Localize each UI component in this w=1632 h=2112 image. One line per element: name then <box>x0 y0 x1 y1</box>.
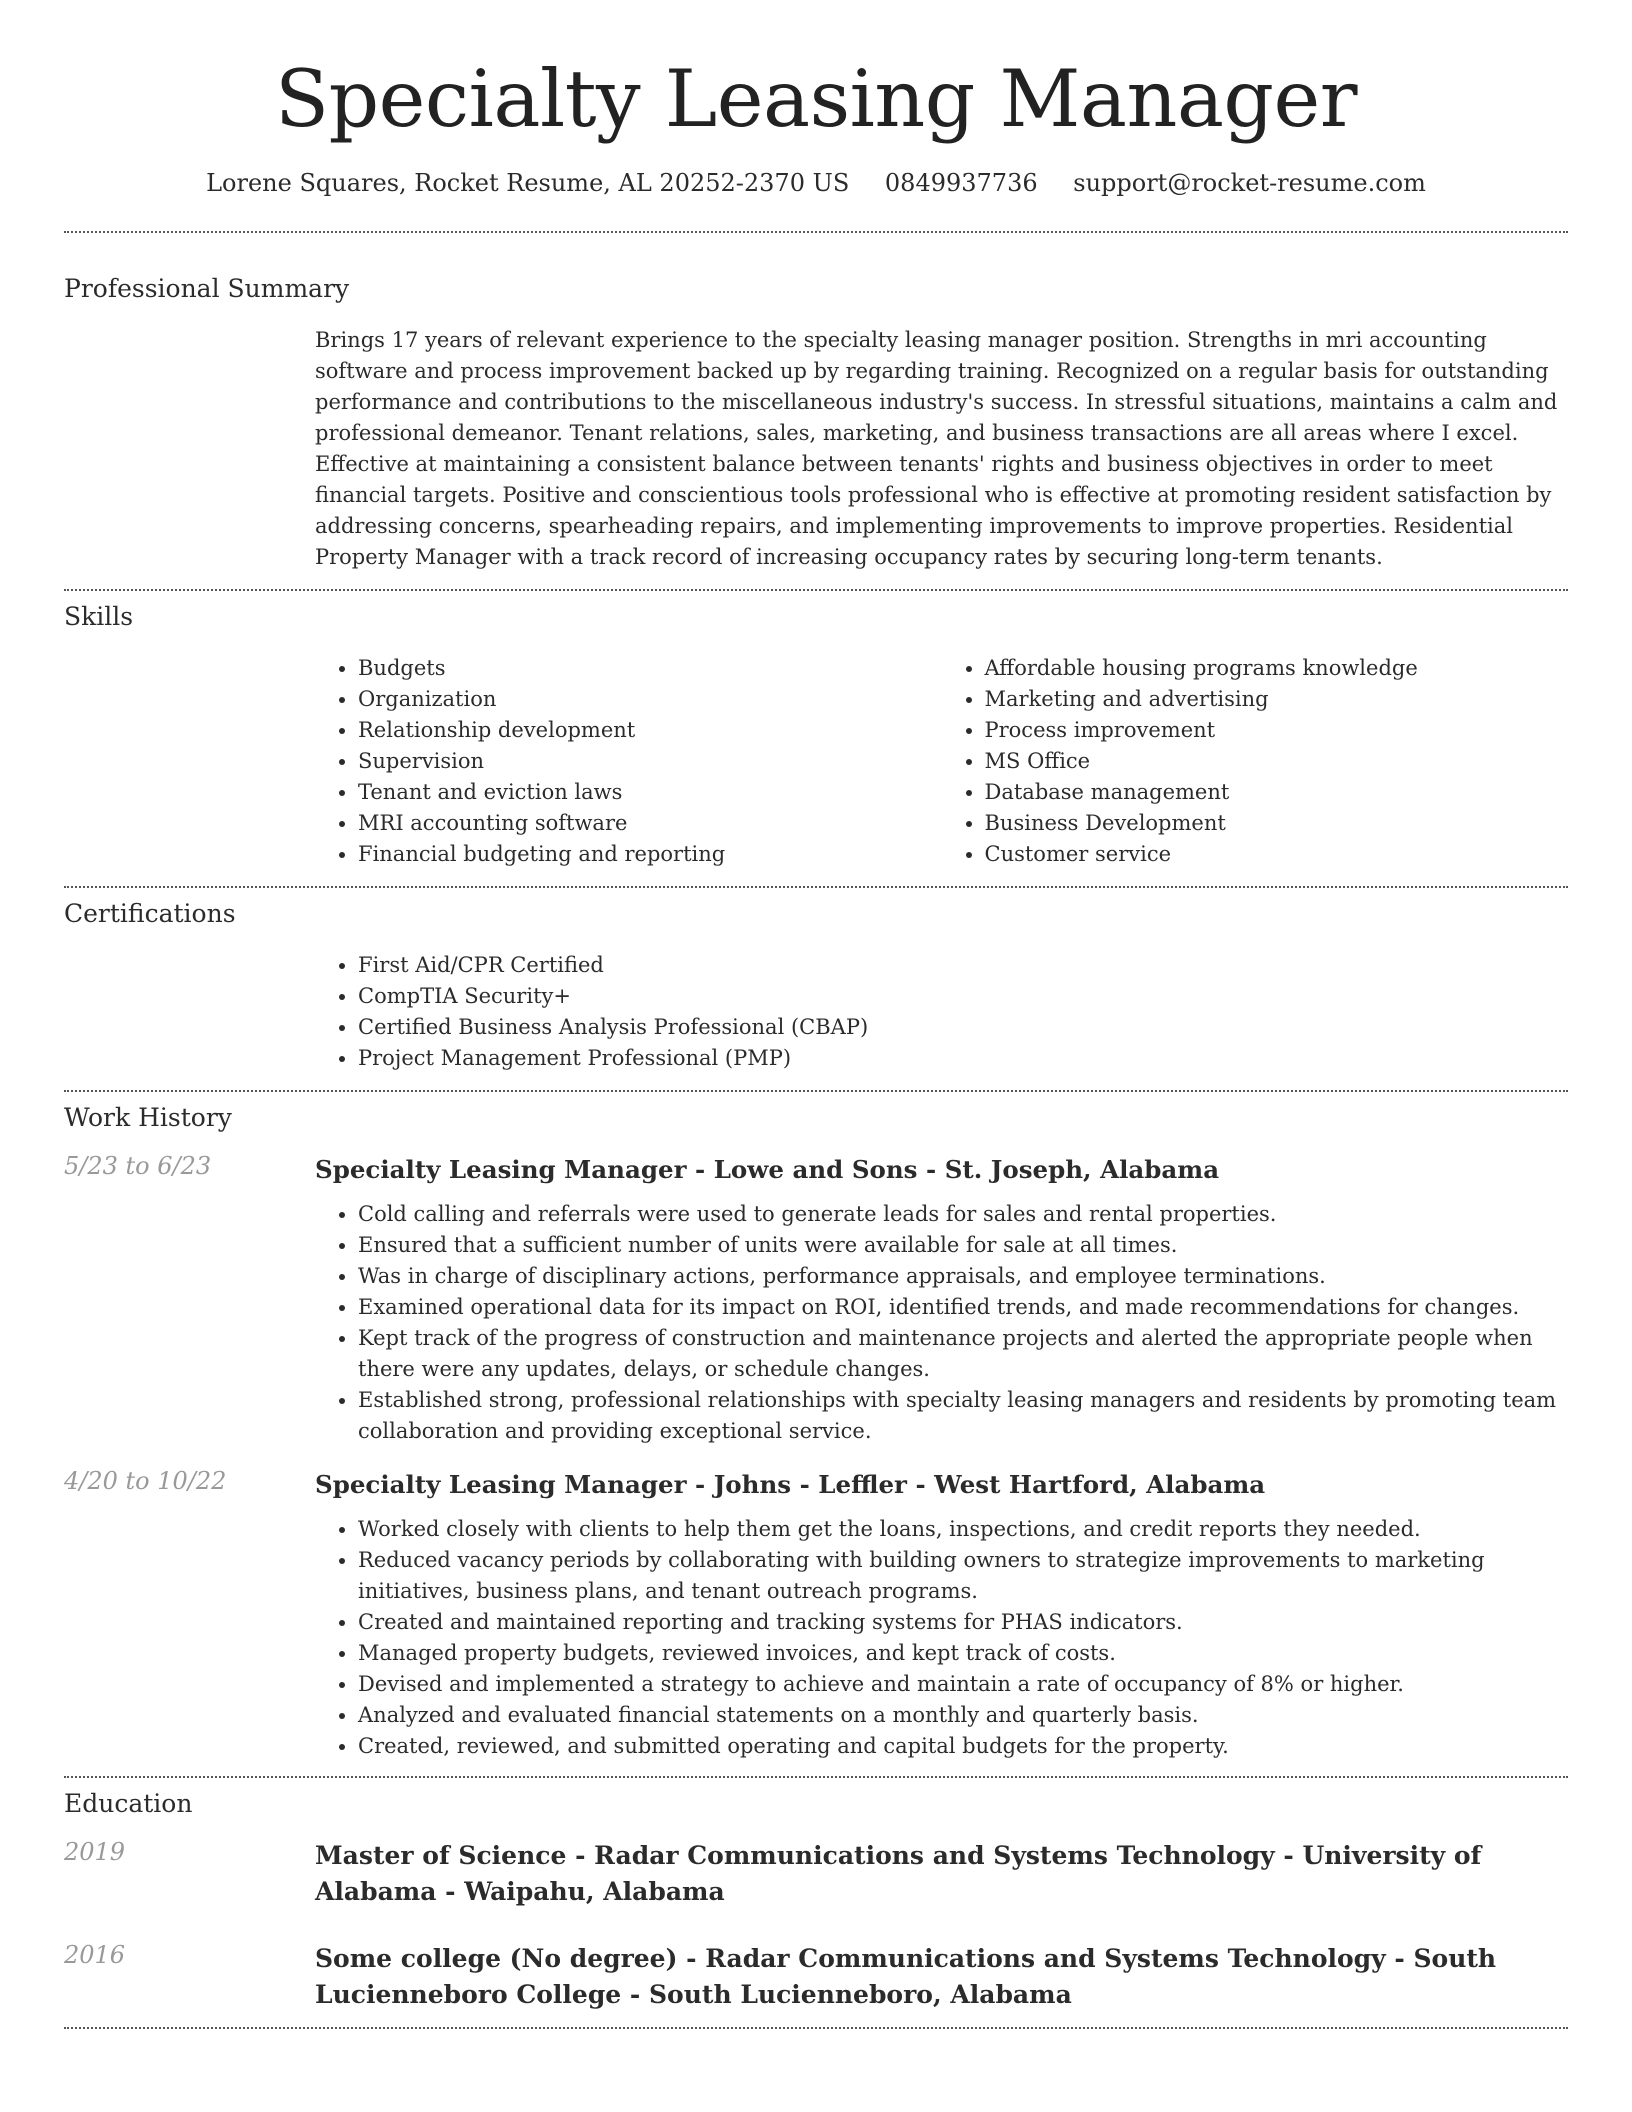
list-item: • Created and maintained reporting and tracking systems for PHAS indicators. <box>358 1607 1568 1638</box>
contact-email: support@rocket-resume.com <box>1073 169 1426 197</box>
job-title: Specialty Leasing Manager - Johns - Leffler - West Hartford, Alabama <box>315 1470 1266 1499</box>
list-item: • Financial budgeting and reporting <box>358 839 942 870</box>
work-section <box>64 1092 1568 1762</box>
list-item: • Ensured that a sufficient number of units were available for sale at all times. <box>358 1230 1568 1261</box>
list-item: • Affordable housing programs knowledge <box>985 653 1569 684</box>
list-item: • Marketing and advertising <box>985 684 1569 715</box>
list-item: • MRI accounting software <box>358 808 942 839</box>
job-entry <box>64 1152 1568 1447</box>
list-item: • Reduced vacancy periods by collaborating with building owners to strategize improvements to marketing initiatives, business plans, and tenant outreach programs. <box>358 1545 1568 1607</box>
section-title: Skills <box>64 602 134 631</box>
list-item: • Analyzed and evaluated financial statements on a monthly and quarterly basis. <box>358 1700 1568 1731</box>
summary-section <box>64 233 1568 573</box>
list-item: • MS Office <box>985 746 1569 777</box>
job-bullets <box>315 1199 1568 1447</box>
list-item: • Relationship development <box>358 715 942 746</box>
skills-list <box>315 653 1568 870</box>
list-item: • Tenant and eviction laws <box>358 777 942 808</box>
list-item: • Supervision <box>358 746 942 777</box>
education-section <box>64 1778 1568 2013</box>
list-item: • Customer service <box>985 839 1569 870</box>
page-title: Specialty Leasing Manager <box>274 53 1358 145</box>
section-title: Certifications <box>64 899 236 928</box>
skills-column-right <box>942 653 1569 870</box>
list-item: • Business Development <box>985 808 1569 839</box>
education-date: 2019 <box>64 1838 126 1866</box>
list-item: • Worked closely with clients to help them get the loans, inspections, and credit reports they needed. <box>358 1514 1568 1545</box>
education-title: Master of Science - Radar Communications and Systems Technology - University of Alabama - Waipahu, Alabama <box>315 1841 1482 1906</box>
job-date: 4/20 to 10/22 <box>64 1467 227 1495</box>
certifications-list <box>315 950 1568 1074</box>
list-item: • Was in charge of disciplinary actions, performance appraisals, and employee terminations. <box>358 1261 1568 1292</box>
list-item: • CompTIA Security+ <box>358 981 1568 1012</box>
contact-phone: 0849937736 <box>884 169 1038 197</box>
list-item: • Process improvement <box>985 715 1569 746</box>
job-title: Specialty Leasing Manager - Lowe and Sons - St. Joseph, Alabama <box>315 1155 1220 1184</box>
list-item: • Managed property budgets, reviewed invoices, and kept track of costs. <box>358 1638 1568 1669</box>
job-entry <box>64 1467 1568 1762</box>
education-date: 2016 <box>64 1941 126 1969</box>
skills-section <box>64 591 1568 870</box>
list-item: • Created, reviewed, and submitted operating and capital budgets for the property. <box>358 1731 1568 1762</box>
resume-page <box>64 0 1568 2029</box>
list-item: • Project Management Professional (PMP) <box>358 1043 1568 1074</box>
list-item: • Cold calling and referrals were used to generate leads for sales and rental properties. <box>358 1199 1568 1230</box>
list-item: • Kept track of the progress of construction and maintenance projects and alerted the appropriate people when there were any updates, delays, or schedule changes. <box>358 1323 1568 1385</box>
list-item: • Organization <box>358 684 942 715</box>
summary-text: Brings 17 years of relevant experience to the specialty leasing manager position. Strengths in mri accounting software and process improvement backed up by regarding training. Recognized on a regular basis for outstanding performance and contributions to the miscellaneous industry's success. In stressful situations, maintains a calm and professional demeanor. Tenant relations, sales, marketing, and business transactions are all areas where I excel. Effective at maintaining a consistent balance between tenants' rights and business objectives in order to meet financial targets. Positive and conscientious tools professional who is effective at promoting resident satisfaction by addressing concerns, spearheading repairs, and implementing improvements to improve properties. Residential Property Manager with a track record of increasing occupancy rates by securing long-term tenants. <box>315 328 1558 569</box>
list-item: • Devised and implemented a strategy to achieve and maintain a rate of occupancy of 8% or higher. <box>358 1669 1568 1700</box>
skills-column-left <box>315 653 942 870</box>
job-bullets <box>315 1514 1568 1762</box>
certifications-section <box>64 888 1568 1074</box>
list-item: • First Aid/CPR Certified <box>358 950 1568 981</box>
list-item: • Database management <box>985 777 1569 808</box>
contact-address: Lorene Squares, Rocket Resume, AL 20252-2370 US <box>206 169 850 197</box>
list-item: • Budgets <box>358 653 942 684</box>
list-item: • Examined operational data for its impact on ROI, identified trends, and made recommendations for changes. <box>358 1292 1568 1323</box>
section-title: Education <box>64 1789 193 1818</box>
education-entry <box>64 1941 1568 2013</box>
list-item: • Certified Business Analysis Professional (CBAP) <box>358 1012 1568 1043</box>
contact-line <box>64 169 1568 197</box>
job-date: 5/23 to 6/23 <box>64 1152 212 1180</box>
section-title: Work History <box>64 1103 232 1132</box>
list-item: • Established strong, professional relationships with specialty leasing managers and residents by promoting team collaboration and providing exceptional service. <box>358 1385 1568 1447</box>
education-entry <box>64 1838 1568 1910</box>
education-title: Some college (No degree) - Radar Communications and Systems Technology - South Lucienneboro College - South Lucienneboro, Alabama <box>315 1944 1497 2009</box>
divider <box>64 2027 1568 2029</box>
section-title: Professional Summary <box>64 274 350 303</box>
